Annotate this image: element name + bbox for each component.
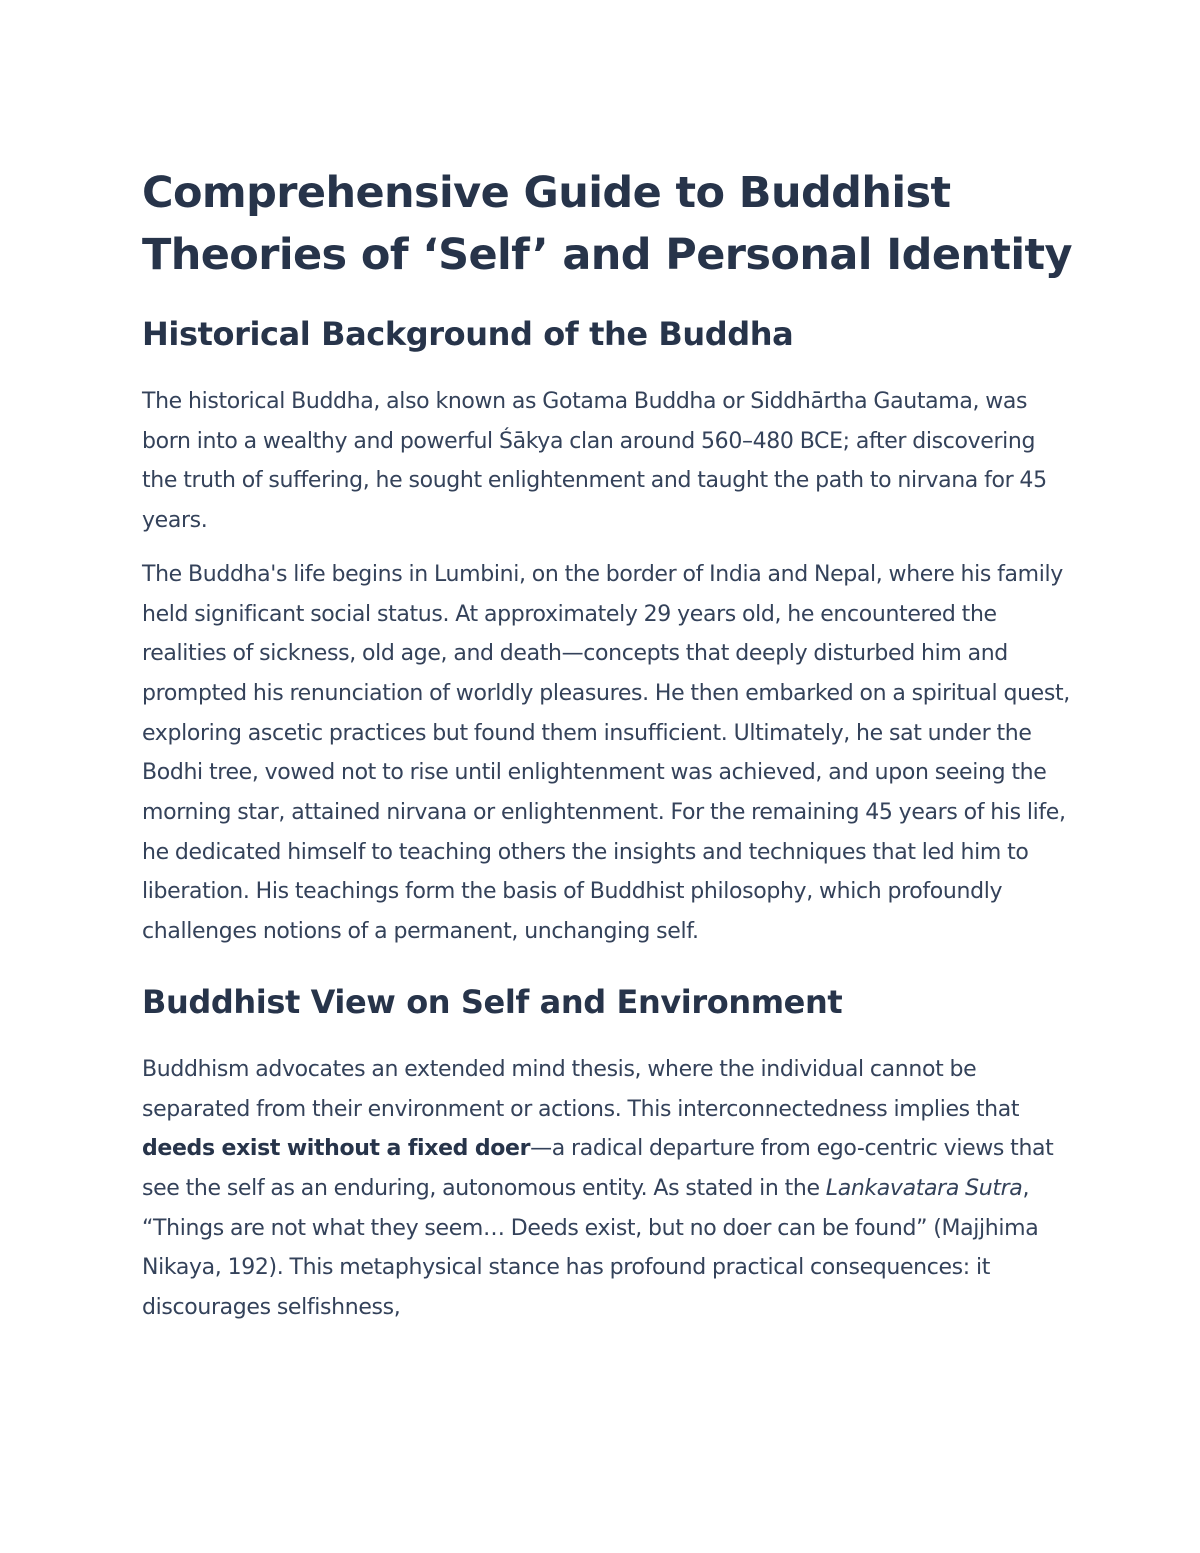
sutra-title: Lankavatara Sutra [825,1175,1023,1201]
paragraph-text: , “Things are not what they seem… Deeds exist, but no doer can be found” (Majjhima Nikaya, 192). This metaphysical stance has profound practical consequences: it discourages selfishness, [142,1175,1039,1321]
section-heading-historical-background: Historical Background of the Buddha [142,315,794,353]
paragraph-life: The Buddha's life begins in Lumbini, on the border of India and Nepal, where his family held significant social status. At approximately 29 years old, he encountered the realities of sickness, old age, and death—concepts that deeply disturbed him and prompted his renunciation of worldly pleasures. He then embarked on a spiritual quest, exploring ascetic practices but found them insufficient. Ultimately, he sat under the Bodhi tree, vowed not to rise until enlightenment was achieved, and upon seeing the morning star, attained nirvana or enlightenment. For the remaining 45 years of his life, he dedicated himself to teaching others the insights and techniques that led him to liberation. His teachings form the basis of Buddhist philosophy, which profoundly challenges notions of a permanent, unchanging self. [142,561,1070,945]
paragraph-text: Buddhism advocates an extended mind thesis, where the individual cannot be separated from their environment or actions. This interconnectedness implies that [142,1056,1020,1122]
bold-phrase: deeds exist without a fixed doer [142,1136,531,1162]
document-page [142,162,1072,1342]
paragraph-intro: The historical Buddha, also known as Gotama Buddha or Siddhārtha Gautama, was born into a wealthy and powerful Śākya clan around 560–480 BCE; after discovering the truth of suffering, he sought enlightenment and taught the path to nirvana for 45 years. [142,389,1047,534]
paragraph-extended-mind [142,1050,1072,1328]
document-title: Comprehensive Guide to Buddhist Theories of ‘Self’ and Personal Identity [142,168,1072,280]
paragraph-text: —a radical departure from ego-centric views that see the self as an enduring, autonomous entity. As stated in the [142,1136,1054,1201]
section-heading-self-environment: Buddhist View on Self and Environment [142,982,843,1021]
